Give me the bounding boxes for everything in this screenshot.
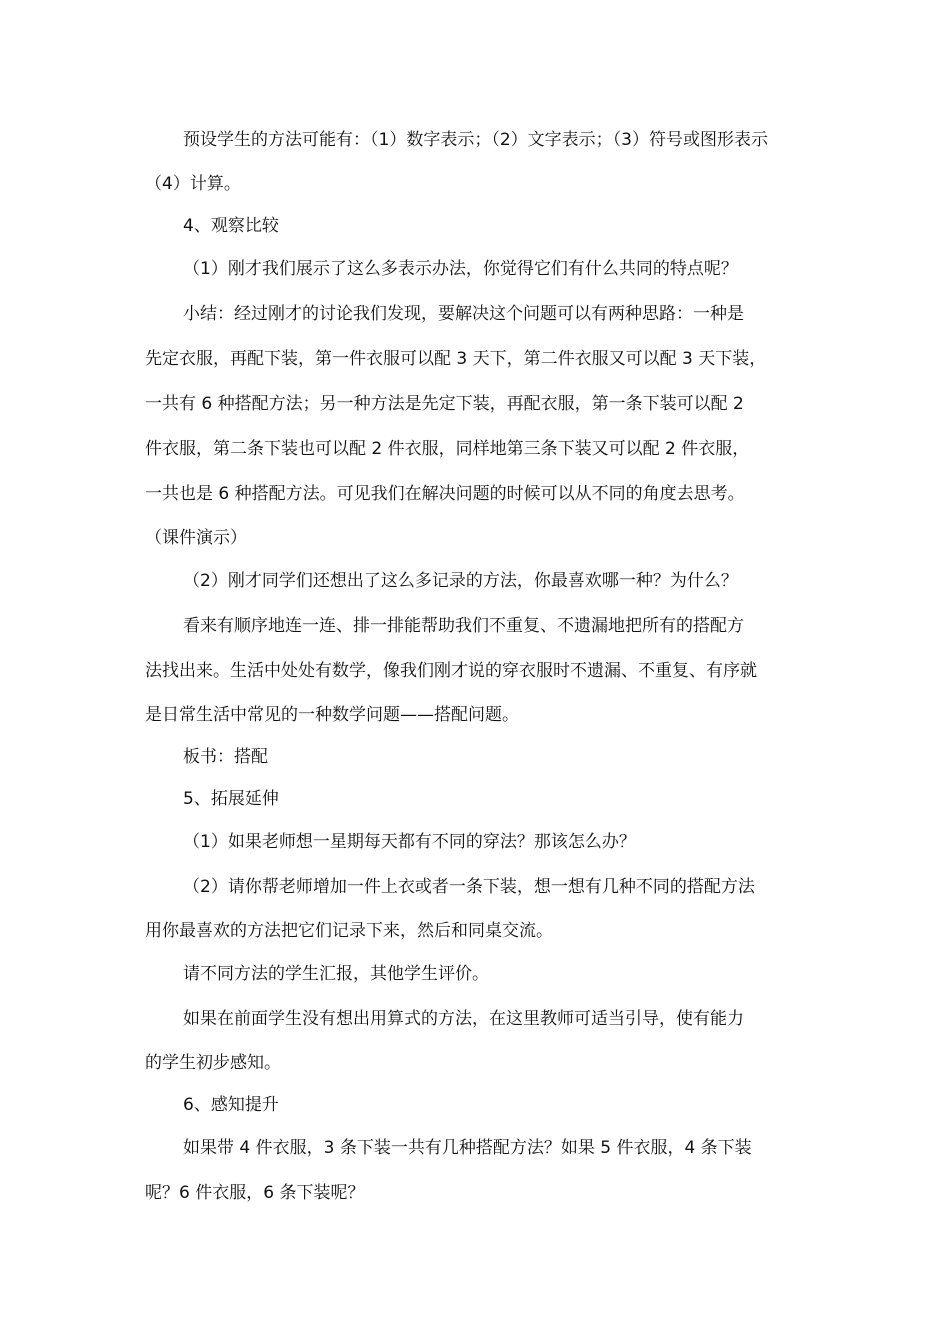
text-line: 用你最喜欢的方法把它们记录下来，然后和同桌交流。 (145, 921, 553, 941)
section-heading: 4、观察比较 (183, 216, 279, 236)
text-line: 如果带 4 件衣服，3 条下装一共有几种搭配方法？如果 5 件衣服，4 条下装 (183, 1138, 752, 1158)
text-line: 的学生初步感知。 (145, 1053, 281, 1073)
text-line: （1）如果老师想一星期每天都有不同的穿法？那该怎么办？ (183, 832, 636, 852)
text-line: （1）刚才我们展示了这么多表示办法，你觉得它们有什么共同的特点呢？ (183, 259, 738, 279)
text-line: 一共有 6 种搭配方法；另一种方法是先定下装，再配衣服，第一条下装可以配 2 (145, 394, 744, 414)
text-line: 请不同方法的学生汇报，其他学生评价。 (183, 964, 489, 984)
text-line: 预设学生的方法可能有：（1）数字表示；（2）文字表示；（3）符号或图形表示 (183, 130, 768, 150)
text-line: 小结：经过刚才的讨论我们发现，要解决这个问题可以有两种思路：一种是 (183, 304, 744, 324)
text-line: （4）计算。 (145, 174, 241, 194)
text-line: 件衣服，第二条下装也可以配 2 件衣服，同样地第三条下装又可以配 2 件衣服， (145, 439, 750, 459)
text-line: 如果在前面学生没有想出用算式的方法，在这里教师可适当引导，使有能力 (183, 1009, 744, 1029)
section-heading: 5、拓展延伸 (183, 789, 279, 809)
text-line: 先定衣服，再配下装，第一件衣服可以配 3 天下，第二件衣服又可以配 3 天下装， (145, 349, 767, 369)
text-line: 是日常生活中常见的一种数学问题——搭配问题。 (145, 705, 519, 725)
text-line: 呢？6 件衣服，6 条下装呢？ (145, 1183, 365, 1203)
text-line: 板书：搭配 (183, 747, 268, 767)
text-line: 法找出来。生活中处处有数学，像我们刚才说的穿衣服时不遗漏、不重复、有序就 (145, 661, 757, 681)
text-line: （2）刚才同学们还想出了这么多记录的方法，你最喜欢哪一种？为什么？ (183, 571, 738, 591)
section-heading: 6、感知提升 (183, 1095, 279, 1115)
text-line: 看来有顺序地连一连、排一排能帮助我们不重复、不遗漏地把所有的搭配方 (183, 616, 744, 636)
text-line: （2）请你帮老师增加一件上衣或者一条下装，想一想有几种不同的搭配方法 (183, 877, 755, 897)
text-line: （课件演示） (145, 528, 247, 548)
document-page (145, 118, 810, 1216)
text-line: 一共也是 6 种搭配方法。可见我们在解决问题的时候可以从不同的角度去思考。 (145, 484, 745, 504)
